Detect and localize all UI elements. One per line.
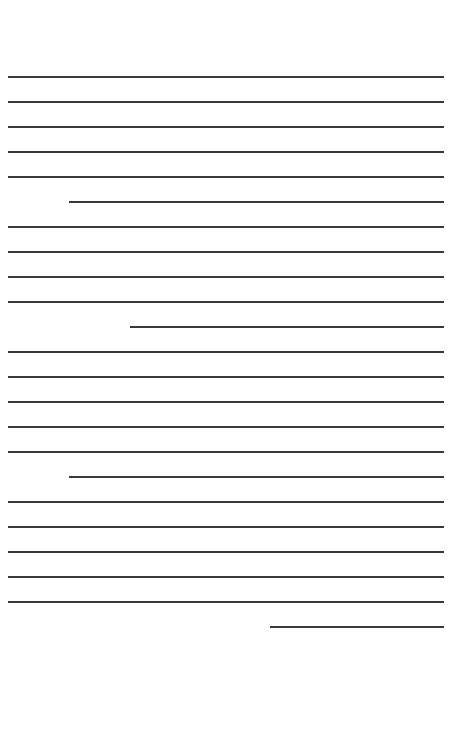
body-line xyxy=(8,601,444,616)
body-line xyxy=(8,451,444,466)
body-line xyxy=(8,76,444,91)
body-line xyxy=(8,401,444,416)
body-line xyxy=(8,276,444,291)
body-line xyxy=(8,176,444,191)
body-line xyxy=(8,501,444,516)
body-line xyxy=(8,151,444,166)
body-line xyxy=(8,226,444,241)
body-line xyxy=(8,526,444,541)
body-line xyxy=(8,101,444,116)
body-line xyxy=(8,576,444,591)
body-line xyxy=(130,326,444,341)
body-line xyxy=(69,476,444,491)
body-line xyxy=(8,301,444,316)
body-line xyxy=(8,351,444,366)
body-line xyxy=(8,551,444,566)
body-line xyxy=(8,376,444,391)
body-line xyxy=(8,126,444,141)
body-line xyxy=(8,426,444,441)
article-body xyxy=(8,76,444,748)
body-line xyxy=(69,201,444,216)
body-line xyxy=(270,626,444,641)
body-line xyxy=(8,251,444,266)
